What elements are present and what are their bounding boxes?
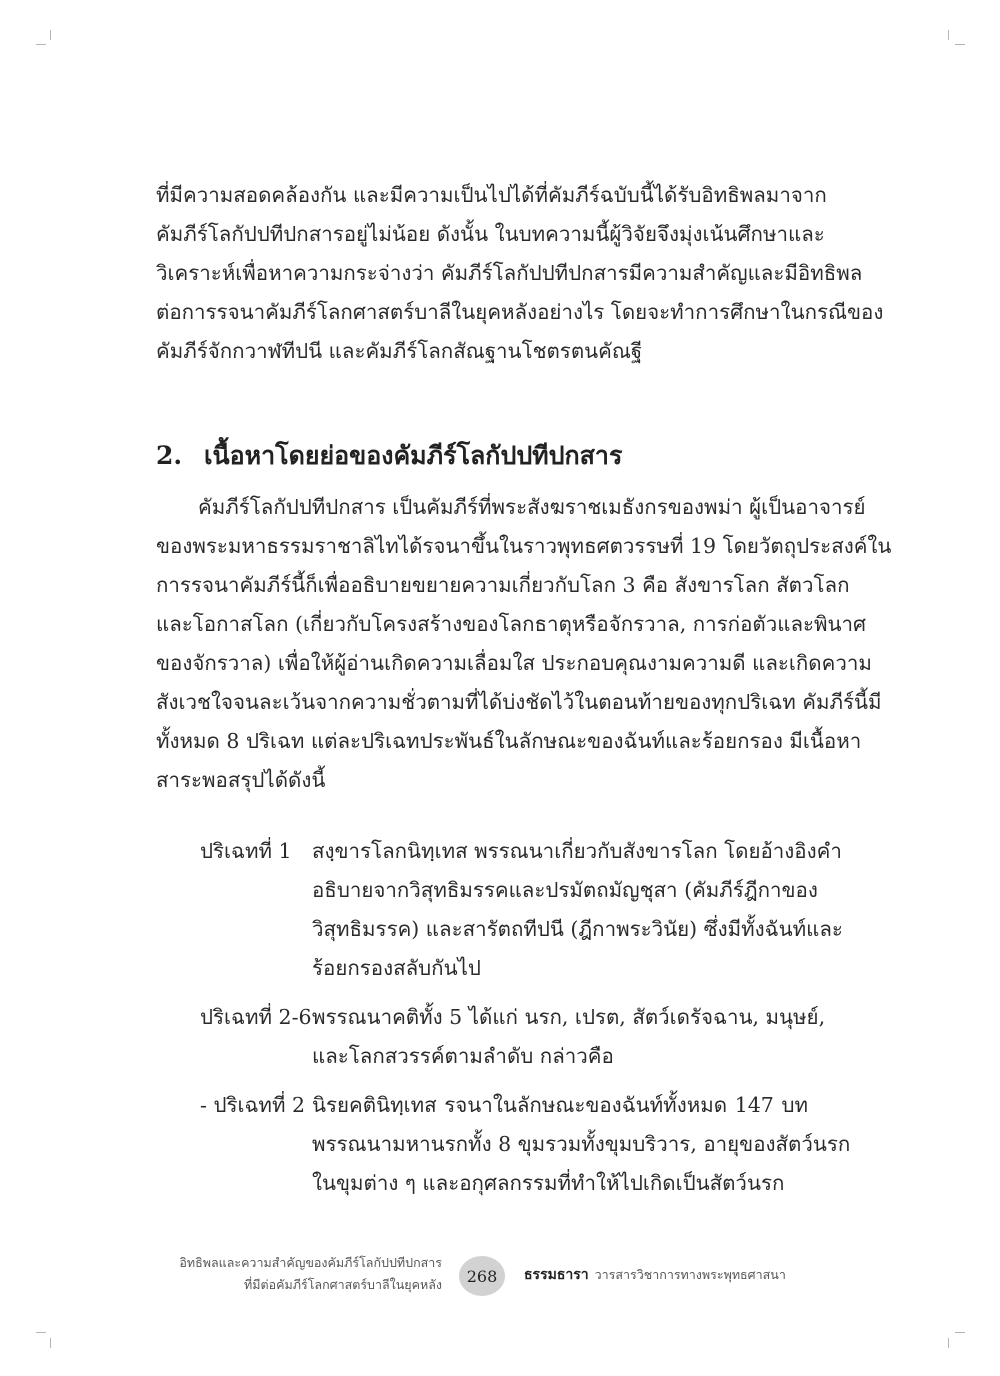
crop-mark (948, 30, 949, 40)
chapter-label: - ปริเฉทที่ 2 (200, 1093, 306, 1117)
section-title: เนื้อหาโดยย่อของคัมภีร์โลกัปปทีปกสาร (204, 441, 623, 470)
chapter-description (312, 1086, 851, 1203)
text-line: ต่อการรจนาคัมภีร์โลกศาสตร์บาลีในยุคหลังอย่างไร โดยจะทำการศึกษาในกรณีของ (156, 300, 884, 324)
running-title (179, 1252, 442, 1296)
text-line: สาระพอสรุปได้ดังนี้ (156, 768, 326, 792)
journal-title (524, 1264, 786, 1286)
crop-mark (955, 44, 965, 45)
section-number: 2. (156, 441, 183, 470)
chapter-description (312, 998, 826, 1076)
text-line: สังเวชใจจนละเว้นจากความชั่วตามที่ได้บ่งชัดไว้ในตอนท้ายของทุกปริเฉท คัมภีร์นี้มี (156, 690, 882, 714)
page-footer (0, 1252, 1000, 1302)
text-line: นิรยคตินิทฺเทส รจนาในลักษณะของฉันท์ทั้งหมด 147 บท (312, 1093, 808, 1117)
chapter-label: ปริเฉทที่ 1 (200, 839, 292, 863)
text-line: คัมภีร์โลกัปปทีปกสารอยู่ไม่น้อย ดังนั้น ในบทความนี้ผู้วิจัยจึงมุ่งเน้นศึกษาและ (156, 222, 825, 246)
journal-subtitle: วารสารวิชาการทางพระพุทธศาสนา (594, 1267, 786, 1282)
text-line: พรรณนามหานรกทั้ง 8 ขุมรวมทั้งขุมบริวาร, อายุของสัตว์นรก (312, 1132, 851, 1156)
section-heading (156, 436, 622, 476)
text-line: และโอกาสโลก (เกี่ยวกับโครงสร้างของโลกธาตุหรือจักรวาล, การก่อตัวและพินาศ (156, 612, 867, 636)
text-line: ของจักรวาล) เพื่อให้ผู้อ่านเกิดความเลื่อมใส ประกอบคุณงามความดี และเกิดความ (156, 651, 872, 675)
text-line: คัมภีร์จักกวาฬทีปนี และคัมภีร์โลกสัณฐานโชตรตนคัณฐี (156, 339, 643, 363)
crop-mark (955, 1332, 965, 1333)
running-title-line: อิทธิพลและความสำคัญของคัมภีร์โลกัปปทีปกสาร (179, 1255, 442, 1270)
body-paragraph (156, 488, 892, 800)
text-line: การรจนาคัมภีร์นี้ก็เพื่ออธิบายขยายความเกี่ยวกับโลก 3 คือ สังขารโลก สัตวโลก (156, 573, 850, 597)
text-line: ร้อยกรองสลับกันไป (312, 956, 481, 980)
text-line: พรรณนาคติทั้ง 5 ได้แก่ นรก, เปรต, สัตว์เดรัจฉาน, มนุษย์, (312, 1005, 826, 1029)
text-line: วิสุทธิมรรค) และสารัตถทีปนี (ฎีกาพระวินัย) ซึ่งมีทั้งฉันท์และ (312, 917, 843, 941)
running-title-line: ที่มีต่อคัมภีร์โลกศาสตร์บาลีในยุคหลัง (244, 1277, 442, 1292)
text-line: ของพระมหาธรรมราชาลิไทได้รจนาขึ้นในราวพุทธศตวรรษที่ 19 โดยวัตถุประสงค์ใน (156, 534, 892, 558)
text-line: ในขุมต่าง ๆ และอกุศลกรรมที่ทำให้ไปเกิดเป็นสัตว์นรก (312, 1171, 785, 1195)
intro-paragraph (156, 176, 884, 371)
crop-mark (948, 1338, 949, 1348)
text-line: อธิบายจากวิสุทธิมรรคและปรมัตถมัญชุสา (คัมภีร์ฎีกาของ (312, 878, 818, 902)
chapter-description (312, 832, 843, 988)
text-line: ที่มีความสอดคล้องกัน และมีความเป็นไปได้ที่คัมภีร์ฉบับนี้ได้รับอิทธิพลมาจาก (156, 183, 827, 207)
chapter-label: ปริเฉทที่ 2-6 (200, 1005, 312, 1029)
crop-mark (36, 44, 46, 45)
text-line: คัมภีร์โลกัปปทีปกสาร เป็นคัมภีร์ที่พระสังฆราชเมธังกรของพม่า ผู้เป็นอาจารย์ (198, 495, 866, 519)
text-line: วิเคราะห์เพื่อหาความกระจ่างว่า คัมภีร์โลกัปปทีปกสารมีความสำคัญและมีอิทธิพล (156, 261, 863, 285)
text-line: สงฺขารโลกนิทฺเทส พรรณนาเกี่ยวกับสังขารโลก โดยอ้างอิงคำ (312, 839, 842, 863)
page-number: 268 (459, 1256, 505, 1296)
text-line: ทั้งหมด 8 ปริเฉท แต่ละปริเฉทประพันธ์ในลักษณะของฉันท์และร้อยกรอง มีเนื้อหา (156, 729, 862, 753)
crop-mark (50, 30, 51, 40)
crop-mark (50, 1338, 51, 1348)
journal-name: ธรรมธารา (524, 1267, 589, 1283)
crop-mark (36, 1332, 46, 1333)
text-line: และโลกสวรรค์ตามลำดับ กล่าวคือ (312, 1044, 614, 1068)
